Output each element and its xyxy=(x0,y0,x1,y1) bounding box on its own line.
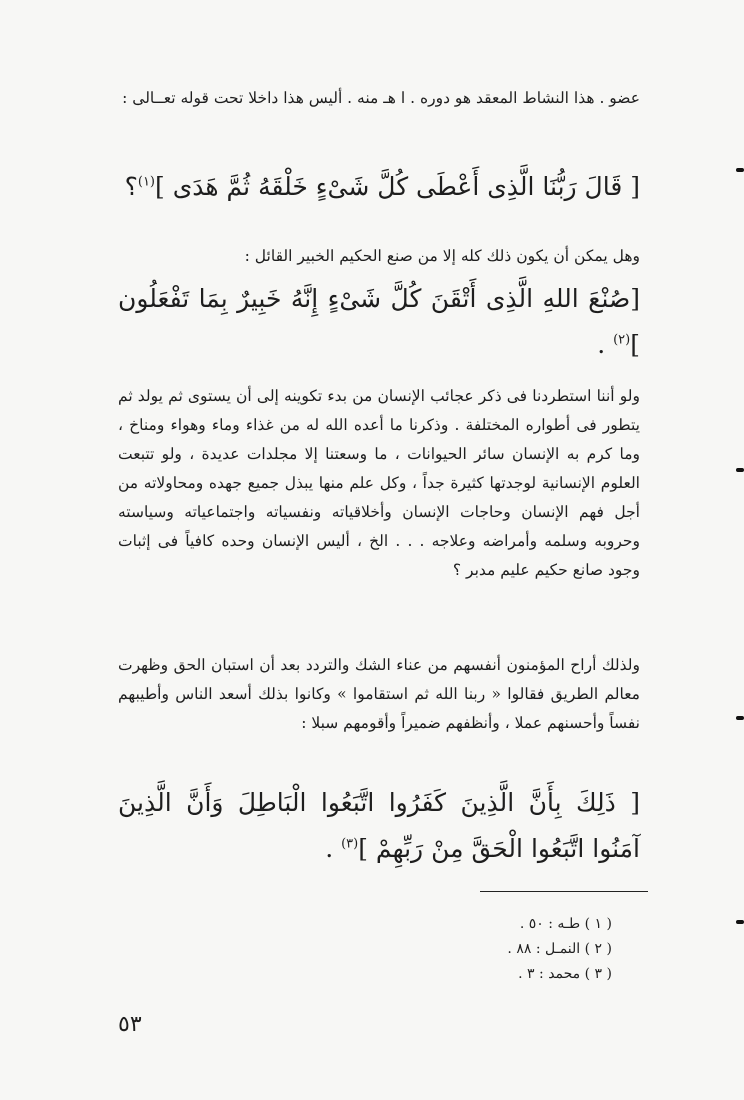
scan-edge-mark xyxy=(736,168,744,172)
footnote-ref-2: (٢) xyxy=(613,332,631,348)
quran-verse-3 xyxy=(118,780,640,872)
footnote-2: ( ٢ ) النمـل : ٨٨ . xyxy=(507,941,612,957)
quran-verse-2 xyxy=(118,276,640,368)
footnote-ref-1: (١) xyxy=(137,174,155,190)
footnotes xyxy=(420,912,612,987)
footnote-separator xyxy=(480,891,648,892)
verse-3-end: . xyxy=(325,834,334,863)
quran-verse-1 xyxy=(118,164,640,210)
verse-2-end: . xyxy=(597,330,606,359)
verse-3-text: [ ذَلِكَ بِأَنَّ الَّذِينَ كَفَرُوا اتَّبَعُوا الْبَاطِلَ وَأَنَّ الَّذِينَ آمَنُوا اتَّبَعُوا الْحَقَّ مِنْ رَبِّهِمْ ] xyxy=(118,788,640,863)
verse-2-text: [صُنْعَ اللهِ الَّذِى أَتْقَنَ كُلَّ شَىْءٍ إِنَّهُ خَبِيرٌ بِمَا تَفْعَلُون ] xyxy=(118,284,640,359)
footnote-ref-3: (٣) xyxy=(341,836,359,852)
footnote-3: ( ٣ ) محمد : ٣ . xyxy=(518,966,612,982)
paragraph-1: عضو . هذا النشاط المعقد هو دوره . ا هـ منه . أليس هذا داخلا تحت قوله تعــالى : xyxy=(122,89,640,107)
verse-1-end: ؟ xyxy=(124,172,138,201)
scan-edge-mark xyxy=(736,920,744,924)
footnote-1: ( ١ ) طـه : ٥٠ . xyxy=(519,916,612,932)
scan-edge-mark xyxy=(736,716,744,720)
paragraph-2: وهل يمكن أن يكون ذلك كله إلا من صنع الحكيم الخبير القائل : xyxy=(244,247,640,265)
scan-edge-mark xyxy=(736,468,744,472)
paragraph-4: ولذلك أراح المؤمنون أنفسهم من عناء الشك والتردد بعد أن استبان الحق وظهرت معالم الطريق فقالوا « ربنا الله ثم استقاموا » وكانوا بذلك أسعد الناس وأطيبهم نفساً وأحسنهم عملا ، وأنظفهم ضميراً وأقومهم سبلا : xyxy=(118,656,640,732)
page-number: ٥٣ xyxy=(118,1012,142,1037)
paragraph-3: ولو أننا استطردنا فى ذكر عجائب الإنسان من بدء تكوينه إلى أن يستوى ثم يولد ثم يتطور فى أطواره المختلفة . وذكرنا ما أعده الله له من غذاء وماء وهواء ومناخ ، وما كرم به الإنسان سائر الحيوانات ، ما وسعتنا إلا مجلدات عديدة ، ولو تتبعت العلوم الإنسانية لوجدتها كثيرة جداً ، وكل علم منها يبذل جميع جهده ومحاولاته من أجل فهم الإنسان وحاجات الإنسان وأخلاقياته ونفسياته واجتماعياته وسياسته وحروبه وسلمه وأمراضه وعلاجه . . . الخ ، أليس الإنسان وحده كافياً فى إثبات وجود صانع حكيم عليم مدبر ؟ xyxy=(118,387,640,579)
verse-1-text: [ قَالَ رَبُّنَا الَّذِى أَعْطَى كُلَّ شَىْءٍ خَلْقَهُ ثُمَّ هَدَى ] xyxy=(155,172,640,201)
